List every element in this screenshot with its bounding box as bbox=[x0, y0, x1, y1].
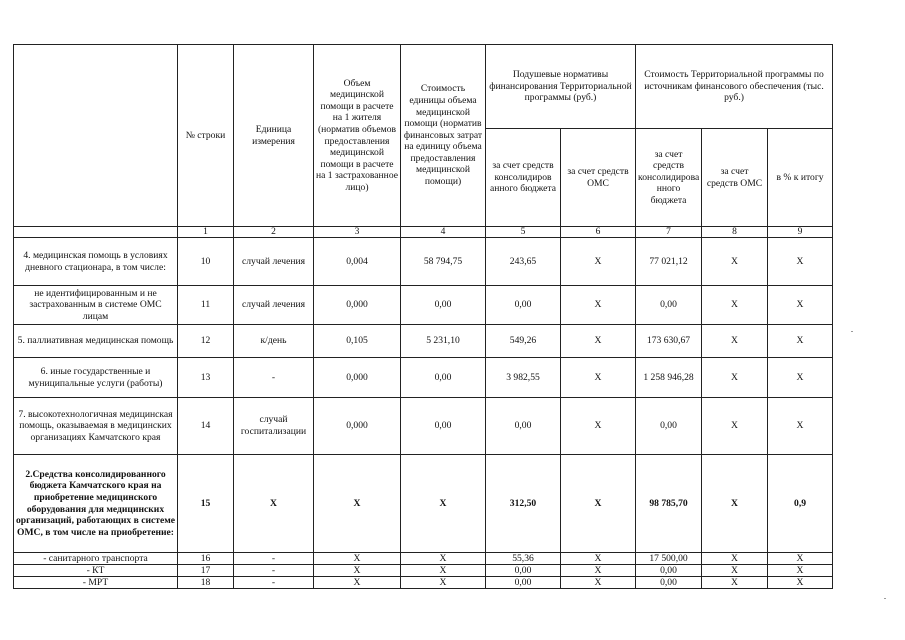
header-row-no: № строки bbox=[178, 45, 234, 227]
row-number: 15 bbox=[178, 455, 234, 553]
row-value: X bbox=[561, 325, 636, 358]
row-number: 16 bbox=[178, 553, 234, 565]
row-name: 6. иные государственные и муниципальные услуги (работы) bbox=[14, 358, 178, 398]
row-value: 58 794,75 bbox=[401, 238, 486, 286]
row-number: 11 bbox=[178, 286, 234, 325]
column-number-row bbox=[14, 227, 833, 238]
column-number: 3 bbox=[314, 227, 401, 238]
header-name-cell bbox=[14, 45, 178, 227]
row-name: 4. медицинская помощь в условиях дневного стационара, в том числе: bbox=[14, 238, 178, 286]
row-value: X bbox=[561, 553, 636, 565]
row-value: 3 982,55 bbox=[486, 358, 561, 398]
row-number: 10 bbox=[178, 238, 234, 286]
row-value: 0,00 bbox=[486, 565, 561, 577]
row-value: 0,00 bbox=[636, 286, 702, 325]
row-value: X bbox=[561, 286, 636, 325]
column-number: 8 bbox=[702, 227, 768, 238]
row-value: 0,00 bbox=[486, 286, 561, 325]
row-value: X bbox=[702, 565, 768, 577]
row-name: 5. паллиативная медицинская помощь bbox=[14, 325, 178, 358]
header-sub-percent-9: в % к итогу bbox=[768, 129, 833, 227]
row-value: X bbox=[702, 358, 768, 398]
row-number: 17 bbox=[178, 565, 234, 577]
row-value: X bbox=[702, 398, 768, 455]
header-program-cost: Стоимость Территориальной программы по источникам финансового обеспечения (тыс. руб.) bbox=[636, 45, 833, 129]
row-value: 0,00 bbox=[636, 398, 702, 455]
row-name: - санитарного транспорта bbox=[14, 553, 178, 565]
column-number-blank bbox=[14, 227, 178, 238]
table-row bbox=[14, 553, 833, 565]
row-value: X bbox=[314, 455, 401, 553]
row-value: X bbox=[561, 577, 636, 589]
row-number: 18 bbox=[178, 577, 234, 589]
row-value: 243,65 bbox=[486, 238, 561, 286]
column-number: 9 bbox=[768, 227, 833, 238]
row-value: X bbox=[768, 565, 833, 577]
row-value: X bbox=[401, 455, 486, 553]
row-name: - КТ bbox=[14, 565, 178, 577]
row-value: 0,00 bbox=[486, 577, 561, 589]
row-name: не идентифицированным и не застрахованным в системе ОМС лицам bbox=[14, 286, 178, 325]
row-unit: - bbox=[234, 565, 314, 577]
row-unit: случай лечения bbox=[234, 286, 314, 325]
table-row bbox=[14, 238, 833, 286]
row-unit: - bbox=[234, 358, 314, 398]
scan-speck bbox=[851, 331, 853, 332]
row-value: 0,00 bbox=[636, 565, 702, 577]
row-value: 0,00 bbox=[486, 398, 561, 455]
row-value: 312,50 bbox=[486, 455, 561, 553]
row-value: X bbox=[561, 358, 636, 398]
row-value: X bbox=[702, 577, 768, 589]
row-unit: X bbox=[234, 455, 314, 553]
header-per-capita: Подушевые нормативы финансирования Территориальной программы (руб.) bbox=[486, 45, 636, 129]
header-volume: Объем медицинской помощи в расчете на 1 жителя (норматив объемов предоставления медицинской помощи в расчете на 1 застрахованное лицо) bbox=[314, 45, 401, 227]
header-row-1 bbox=[14, 45, 833, 129]
row-unit: случай госпитализации bbox=[234, 398, 314, 455]
table-row bbox=[14, 358, 833, 398]
header-unit: Единица измерения bbox=[234, 45, 314, 227]
row-name: - МРТ bbox=[14, 577, 178, 589]
row-value: X bbox=[702, 325, 768, 358]
row-value: X bbox=[561, 565, 636, 577]
row-number: 14 bbox=[178, 398, 234, 455]
row-value: X bbox=[768, 398, 833, 455]
row-value: X bbox=[768, 358, 833, 398]
row-value: 0,00 bbox=[636, 577, 702, 589]
row-unit: - bbox=[234, 553, 314, 565]
column-number: 1 bbox=[178, 227, 234, 238]
row-value: X bbox=[768, 238, 833, 286]
row-value: 0,00 bbox=[401, 286, 486, 325]
header-sub-budget-7: за счет средств консолидирова нного бюджета bbox=[636, 129, 702, 227]
row-value: 0,9 bbox=[768, 455, 833, 553]
table-row bbox=[14, 565, 833, 577]
row-value: 0,000 bbox=[314, 286, 401, 325]
column-number: 2 bbox=[234, 227, 314, 238]
table-row bbox=[14, 325, 833, 358]
row-value: X bbox=[314, 565, 401, 577]
column-number: 6 bbox=[561, 227, 636, 238]
table-row bbox=[14, 286, 833, 325]
row-value: X bbox=[401, 577, 486, 589]
table-row bbox=[14, 455, 833, 553]
row-value: X bbox=[768, 286, 833, 325]
row-value: X bbox=[314, 577, 401, 589]
row-unit: - bbox=[234, 577, 314, 589]
row-name: 7. высокотехнологичная медицинская помощь, оказываемая в медицинских организациях Камчатского края bbox=[14, 398, 178, 455]
row-value: X bbox=[702, 286, 768, 325]
row-value: 5 231,10 bbox=[401, 325, 486, 358]
row-value: 173 630,67 bbox=[636, 325, 702, 358]
row-value: 17 500,00 bbox=[636, 553, 702, 565]
row-name: 2.Средства консолидированного бюджета Камчатского края на приобретение медицинского оборудования для медицинских организаций, работающих в системе ОМС, в том числе на приобретение: bbox=[14, 455, 178, 553]
row-number: 13 bbox=[178, 358, 234, 398]
header-sub-oms-6: за счет средств ОМС bbox=[561, 129, 636, 227]
row-value: 0,105 bbox=[314, 325, 401, 358]
row-value: 0,004 bbox=[314, 238, 401, 286]
column-number: 4 bbox=[401, 227, 486, 238]
row-number: 12 bbox=[178, 325, 234, 358]
row-value: X bbox=[401, 565, 486, 577]
row-value: 1 258 946,28 bbox=[636, 358, 702, 398]
table-row bbox=[14, 398, 833, 455]
table-row bbox=[14, 577, 833, 589]
row-value: 0,000 bbox=[314, 358, 401, 398]
row-value: 0,00 bbox=[401, 398, 486, 455]
header-unit-cost: Стоимость единицы объема медицинской помощи (норматив финансовых затрат на единицу объема предоставления медицинской помощи) bbox=[401, 45, 486, 227]
row-value: X bbox=[702, 553, 768, 565]
scan-speck bbox=[884, 598, 886, 599]
column-number: 5 bbox=[486, 227, 561, 238]
row-value: X bbox=[561, 455, 636, 553]
column-number: 7 bbox=[636, 227, 702, 238]
row-value: X bbox=[702, 238, 768, 286]
row-value: X bbox=[314, 553, 401, 565]
row-value: 549,26 bbox=[486, 325, 561, 358]
row-value: X bbox=[768, 553, 833, 565]
financing-table bbox=[13, 44, 833, 589]
row-value: 98 785,70 bbox=[636, 455, 702, 553]
header-sub-oms-8: за счет средств ОМС bbox=[702, 129, 768, 227]
row-value: 77 021,12 bbox=[636, 238, 702, 286]
row-unit: случай лечения bbox=[234, 238, 314, 286]
row-value: X bbox=[768, 325, 833, 358]
row-value: X bbox=[561, 238, 636, 286]
row-value: X bbox=[702, 455, 768, 553]
row-value: 0,00 bbox=[401, 358, 486, 398]
row-value: X bbox=[401, 553, 486, 565]
header-sub-budget-5: за счет средств консолидиров анного бюджета bbox=[486, 129, 561, 227]
row-value: 0,000 bbox=[314, 398, 401, 455]
row-value: X bbox=[768, 577, 833, 589]
row-value: X bbox=[561, 398, 636, 455]
row-unit: к/день bbox=[234, 325, 314, 358]
row-value: 55,36 bbox=[486, 553, 561, 565]
